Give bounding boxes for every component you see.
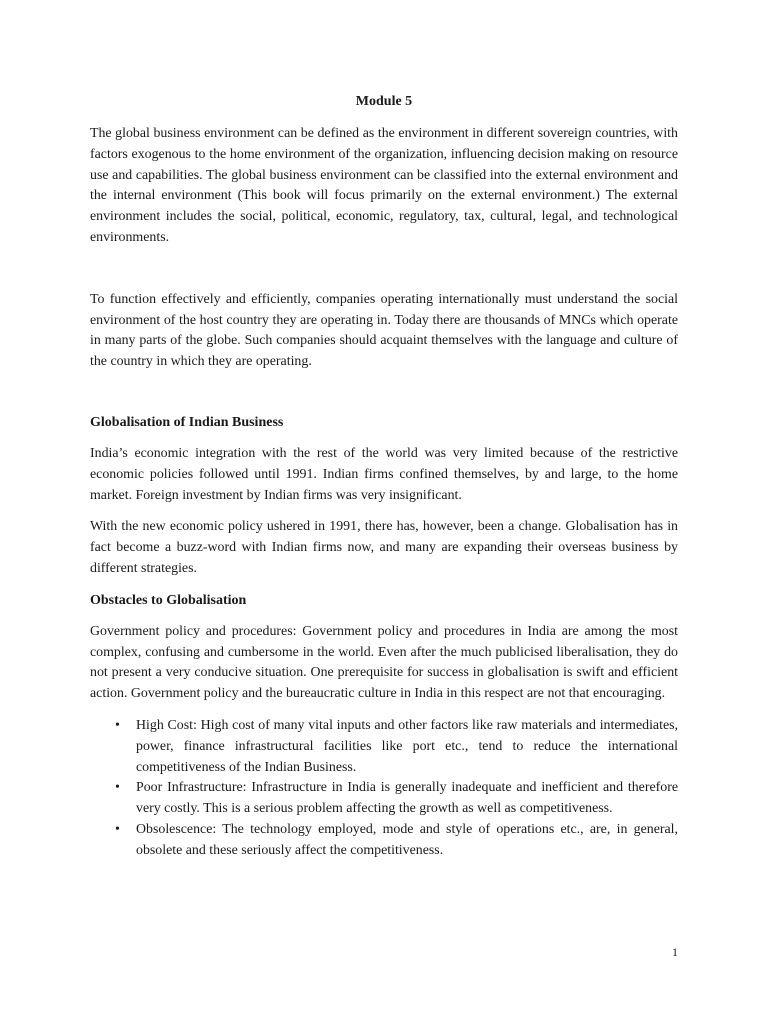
globalisation-paragraph-2: With the new economic policy ushered in 1991, there has, however, been a change. Globalisation has in fact become a buzz-word with Indian firms now, and many are expanding their overseas business by different strategies. xyxy=(90,519,678,576)
globalisation-paragraph-1: India’s economic integration with the rest of the world was very limited because of the restrictive economic policies followed until 1991. Indian firms confined themselves, by and large, to the home market. Foreign investment by Indian firms was very insignificant. xyxy=(90,445,678,503)
section-heading-obstacles: Obstacles to Globalisation xyxy=(90,592,247,608)
obstacles-paragraph: Government policy and procedures: Government policy and procedures in India are among the most complex, confusing and cumbersome in the world. Even after the much publicised liberalisation, they do not present a very conducive situation. One prerequisite for success in globalisation is swift and efficient action. Government policy and the bureaucratic culture in India in this respect are not that encouraging. xyxy=(90,623,678,702)
bullet-text-poor-infrastructure: Poor Infrastructure: Infrastructure in India is generally inadequate and inefficient and therefore very costly. This is a serious problem affecting the growth as well as competitiveness. xyxy=(136,780,678,817)
spacer xyxy=(90,506,678,517)
document-page xyxy=(90,92,678,862)
obstacles-bullet-list xyxy=(90,716,678,862)
intro-paragraph-1: The global business environment can be defined as the environment in different sovereign countries, with factors exogenous to the home environment of the organization, influencing decision making on resource use and capabilities. The global business environment can be classified into the external environment and the internal environment (This book will focus primarily on the external environment.) The external environment includes the social, political, economic, regulatory, tax, cultural, legal, and technological environments. xyxy=(90,126,678,245)
section-heading-globalisation: Globalisation of Indian Business xyxy=(90,414,284,430)
spacer xyxy=(90,373,678,413)
spacer xyxy=(90,249,678,290)
intro-paragraph-2: To function effectively and efficiently, companies operating internationally must understand the social environment of the host country they are operating in. Today there are thousands of MNCs which operate in many parts of the globe. Such companies should acquaint themselves with the language and culture of the country in which they are operating. xyxy=(90,291,678,370)
bullet-icon: • xyxy=(115,821,120,837)
bullet-icon: • xyxy=(115,717,120,733)
page-number: 1 xyxy=(672,945,678,959)
list-item xyxy=(90,778,678,820)
spacer xyxy=(90,705,678,716)
list-item xyxy=(90,820,678,862)
bullet-icon: • xyxy=(115,780,120,796)
spacer xyxy=(90,580,678,591)
bullet-text-high-cost: High Cost: High cost of many vital inputs and other factors like raw materials and intermediates, power, finance infrastructural facilities like port etc., tend to reduce the international competitiveness of the Indian Business. xyxy=(136,717,678,775)
bullet-text-obsolescence: Obsolescence: The technology employed, mode and style of operations etc., are, in general, obsolete and these seriously affect the competitiveness. xyxy=(136,821,678,858)
page-title: Module 5 xyxy=(355,94,413,109)
list-item xyxy=(90,716,678,778)
